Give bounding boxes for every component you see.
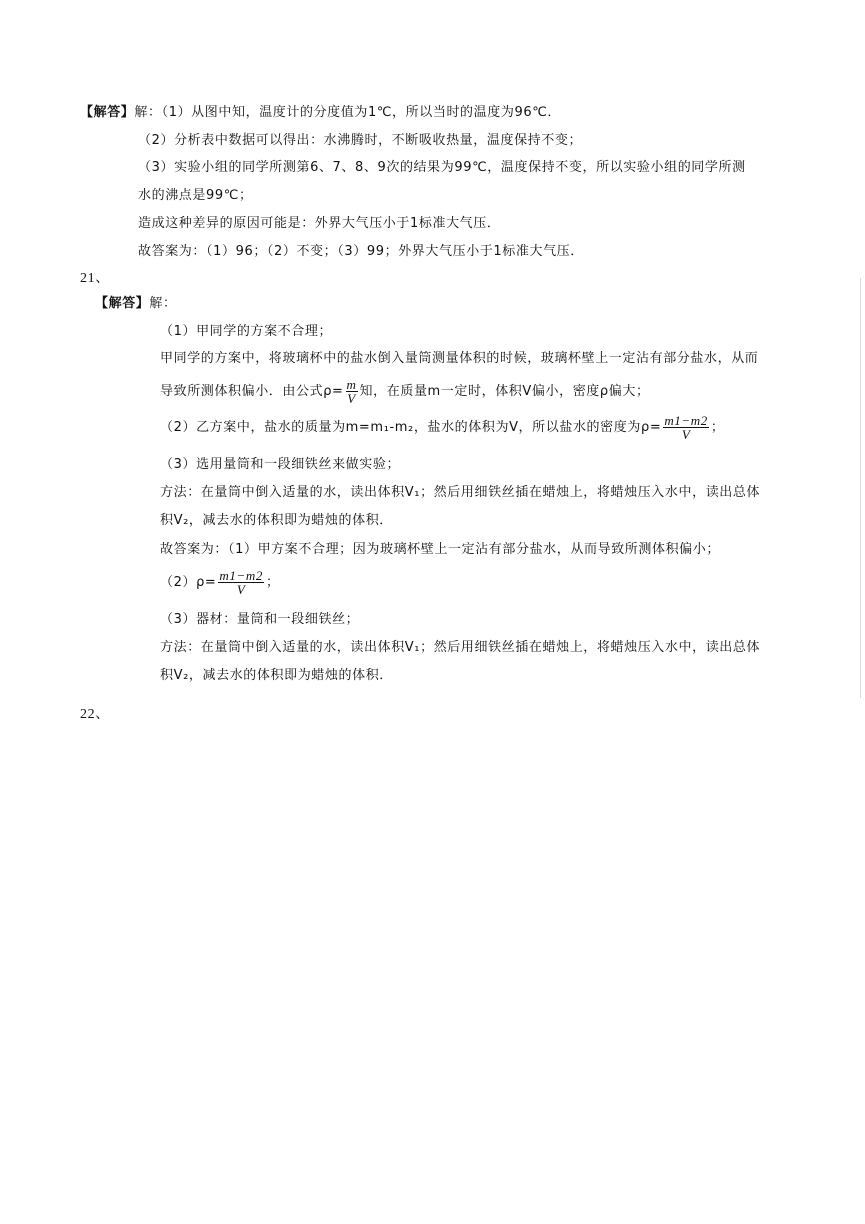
answer-tag: 【解答】	[95, 296, 150, 311]
q21-line9-before: （2）ρ=	[160, 575, 217, 590]
fraction-denominator: V	[347, 391, 356, 406]
q20-answer-line-3: （3）实验小组的同学所测第6、7、8、9次的结果为99℃，温度保持不变，所以实验小组的同学所测	[138, 160, 746, 175]
q21-answer-heading	[95, 294, 177, 314]
fraction-numerator: m1−m2	[664, 413, 708, 428]
q21-line-6: 方法：在量筒中倒入适量的水，读出体积V₁；然后用细铁丝插在蜡烛上，将蜡烛压入水中，读出总体	[160, 485, 761, 500]
q21-line3-before: 导致所测体积偏小．由公式ρ=	[160, 384, 344, 399]
q20-answer-line-1	[80, 103, 561, 123]
q20-answer-line-6: 故答案为：（1）96；（2）不变；（3）99；外界大气压小于1标准大气压．	[138, 244, 584, 259]
q21-line-12: 积V₂，减去水的体积即为蜡烛的体积．	[160, 668, 393, 683]
question-number-21: 21、	[80, 271, 110, 286]
fraction-denominator: V	[236, 582, 246, 597]
q21-line4-after: ；	[710, 420, 725, 435]
fraction-numerator: m1−m2	[219, 568, 263, 583]
q21-line-3	[160, 378, 650, 406]
q20-answer-line-4: 水的沸点是99℃；	[138, 188, 253, 203]
q21-line3-after: 知，在质量m一定时，体积V偏小，密度ρ偏大；	[359, 384, 650, 399]
q21-line-1: （1）甲同学的方案不合理；	[160, 324, 333, 339]
q21-line-2: 甲同学的方案中，将玻璃杯中的盐水倒入量筒测量体积的时候，玻璃杯壁上一定沾有部分盐水，从而	[160, 351, 759, 366]
q21-line-8: 故答案为：（1）甲方案不合理；因为玻璃杯壁上一定沾有部分盐水，从而导致所测体积偏小；	[160, 542, 720, 557]
q21-line9-after: ；	[265, 575, 280, 590]
density-fraction-3	[218, 569, 264, 596]
q21-line-10: （3）器材：量筒和一段细铁丝；	[160, 612, 360, 627]
q21-line-7: 积V₂，减去水的体积即为蜡烛的体积．	[160, 513, 393, 528]
page-edge-divider	[860, 278, 861, 698]
q21-line-5: （3）选用量筒和一段细铁丝来做实验；	[160, 457, 401, 472]
fraction-denominator: V	[681, 427, 691, 442]
q21-line-9	[160, 569, 280, 597]
q20-answer-line-5: 造成这种差异的原因可能是：外界大气压小于1标准大气压．	[138, 216, 501, 231]
q21-heading-text: 解：	[149, 296, 177, 311]
fraction-numerator: m	[346, 377, 357, 392]
density-fraction-2	[663, 414, 709, 441]
density-fraction-1	[346, 378, 358, 405]
question-number-22: 22、	[80, 707, 110, 722]
q20-answer-line-2: （2）分析表中数据可以得出：水沸腾时，不断吸收热量，温度保持不变；	[138, 133, 583, 148]
q21-line-4	[160, 414, 724, 442]
q21-line4-before: （2）乙方案中，盐水的质量为m=m₁-m₂，盐水的体积为V，所以盐水的密度为ρ=	[160, 420, 662, 435]
answer-tag: 【解答】	[80, 105, 135, 120]
q21-line-11: 方法：在量筒中倒入适量的水，读出体积V₁；然后用细铁丝插在蜡烛上，将蜡烛压入水中，读出总体	[160, 640, 761, 655]
q20-line1-text: 解：（1）从图中知，温度计的分度值为1℃，所以当时的温度为96℃．	[134, 105, 561, 120]
